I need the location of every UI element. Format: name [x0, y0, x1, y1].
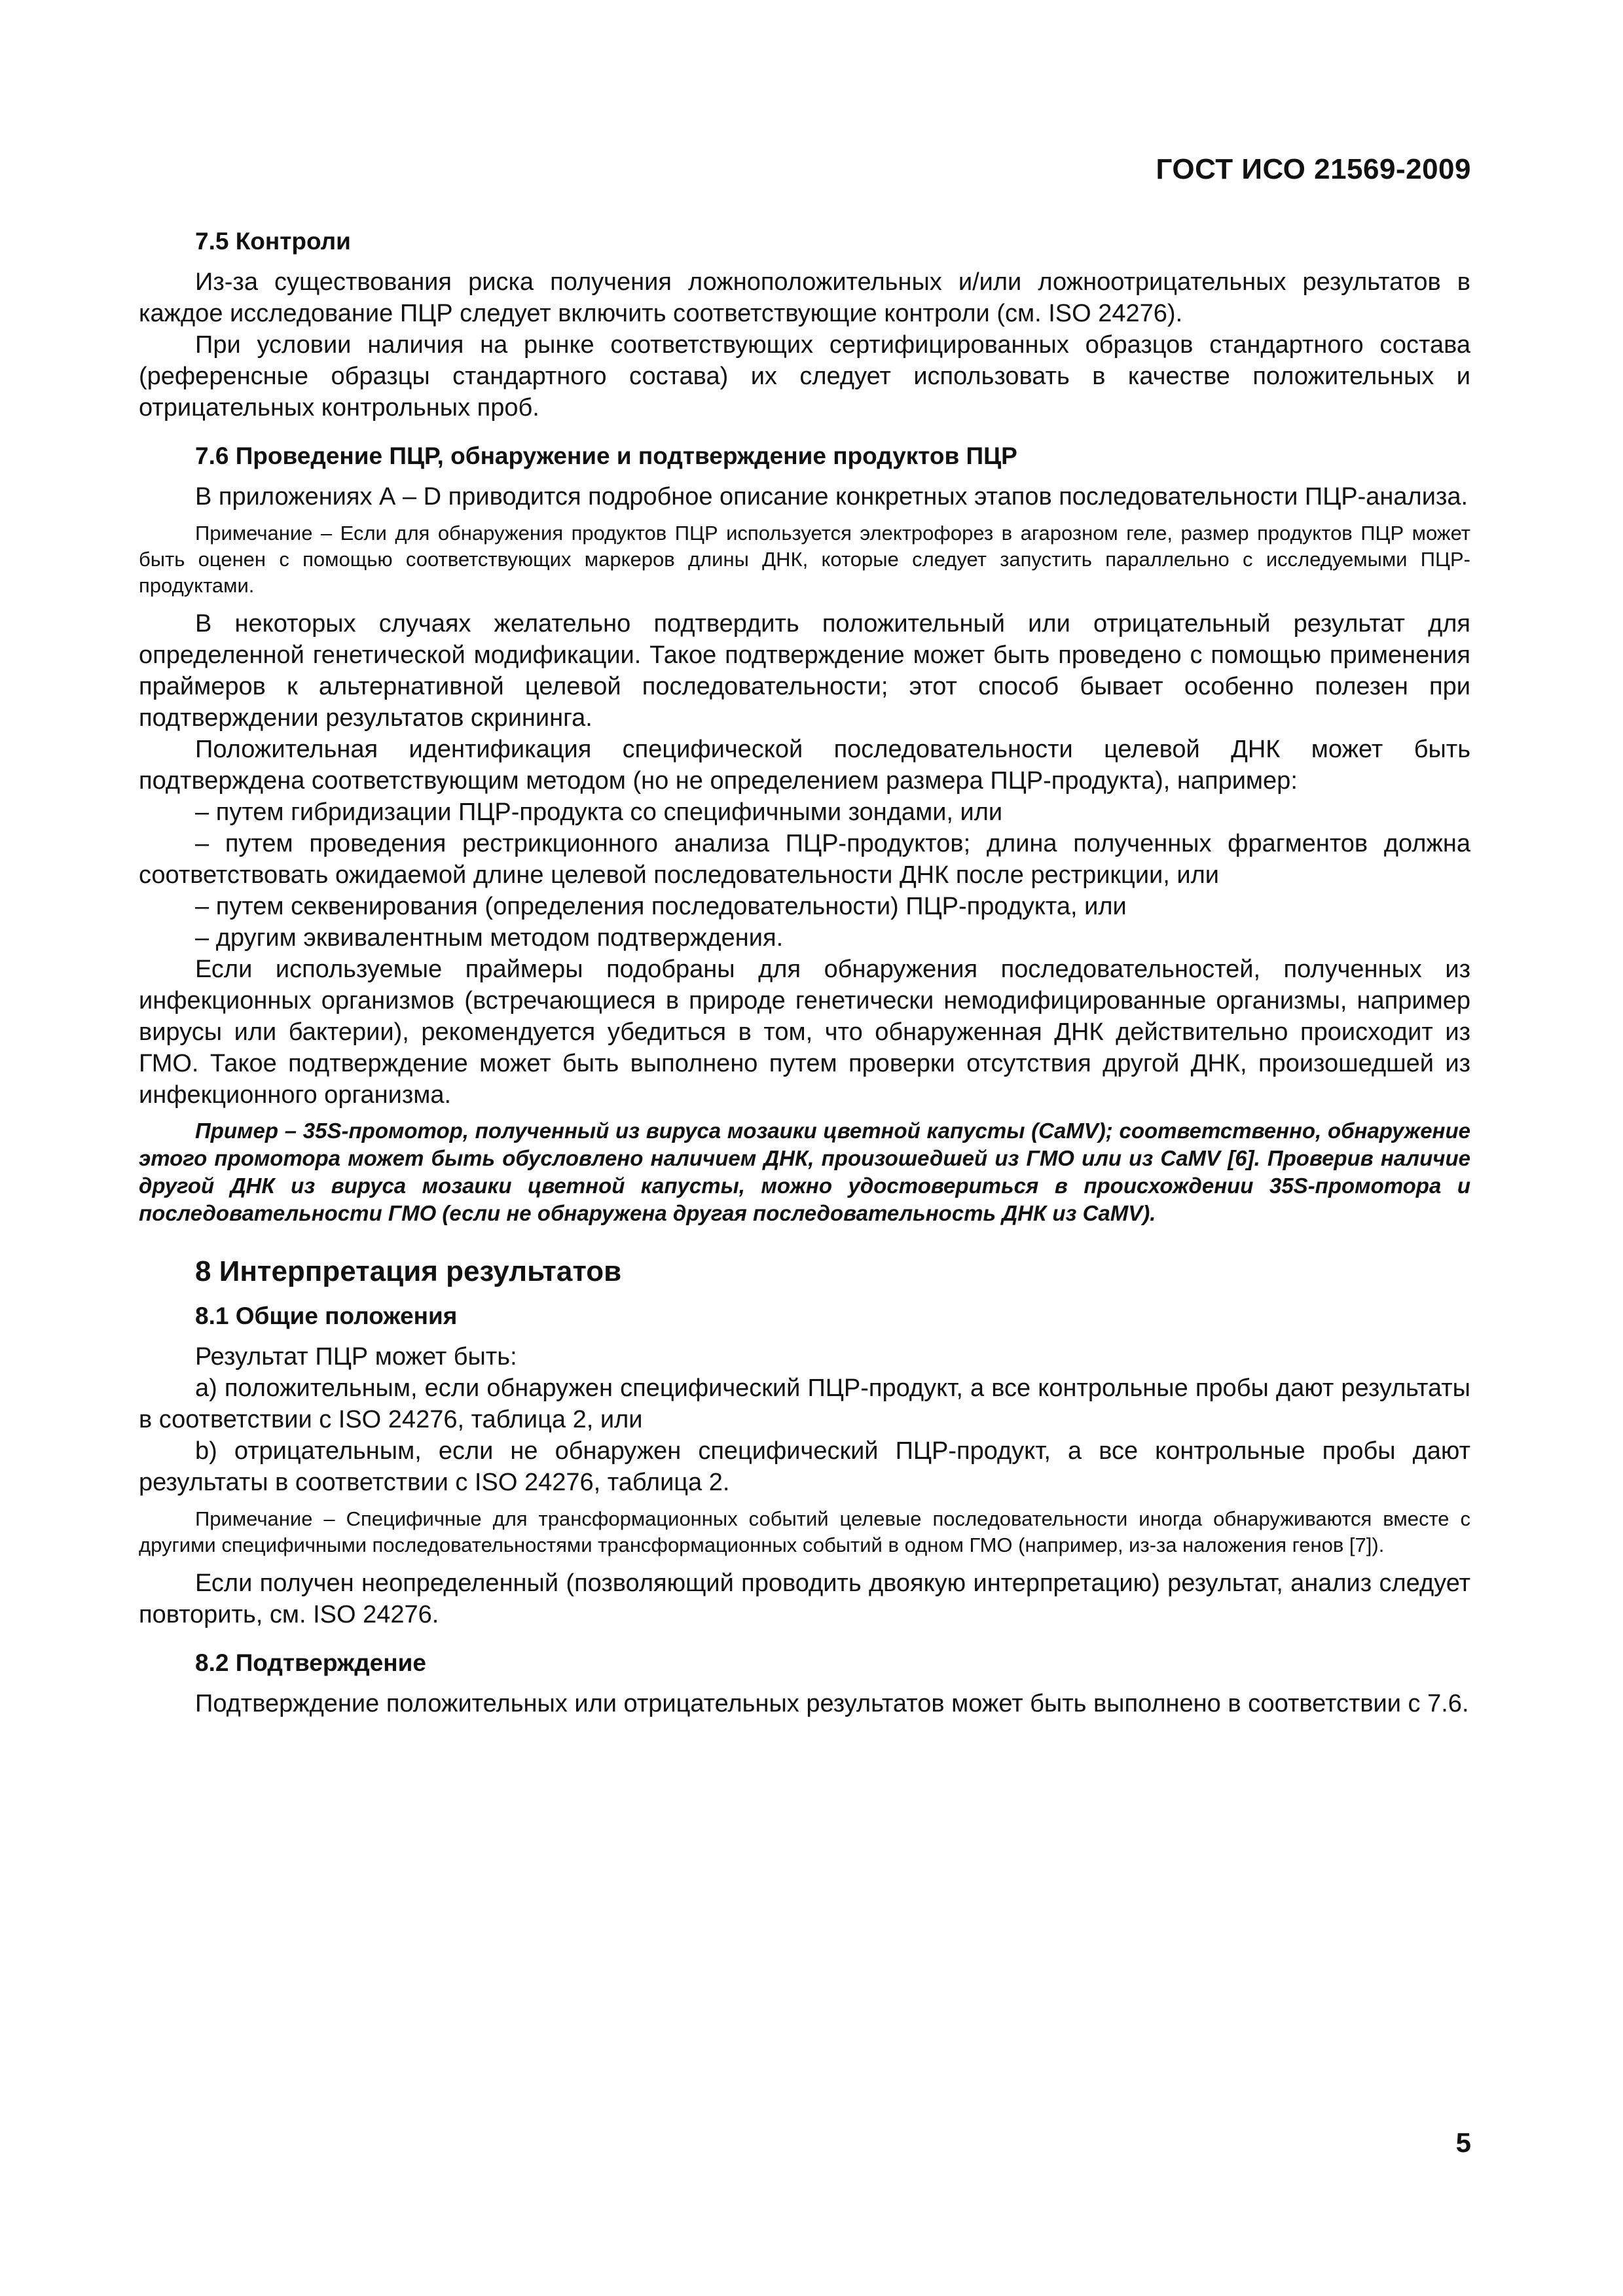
paragraph: Если используемые праймеры подобраны для обнаружения последовательностей, полученных из инфекционных организмов (встречающиеся в природе генетически немодифицированные организмы, например вирусы или бактерии), рекомендуется убедиться в том, что обнаруженная ДНК действительно происходит из ГМО. Такое подтверждение может быть выполнено путем проверки отсутствия другой ДНК, произошедшей из инфекционного организма.: [139, 956, 1470, 1109]
list-item: а) положительным, если обнаружен специфический ПЦР-продукт, а все контрольные пробы дают результаты в соответствии с ISO 24276, таблица 2, или: [139, 1374, 1470, 1433]
paragraph: Результат ПЦР может быть:: [195, 1343, 517, 1371]
section-8-title: 8 Интерпретация результатов: [195, 1255, 622, 1287]
paragraph: При условии наличия на рынке соответствующих сертифицированных образцов стандартного состава (референсные образцы стандартного состава) их следует использовать в качестве положительных и отрицательных контрольных проб.: [139, 331, 1470, 422]
note: Примечание – Специфичные для трансформационных событий целевые последовательности иногда обнаруживаются вместе с другими специфичными последовательностями трансформационных событий в одном ГМО (например, из-за наложения генов [7]).: [139, 1507, 1470, 1556]
section-7-6-title: 7.6 Проведение ПЦР, обнаружение и подтверждение продуктов ПЦР: [195, 442, 1017, 469]
paragraph: В некоторых случаях желательно подтвердить положительный или отрицательный результат для определенной генетической модификации. Такое подтверждение может быть проведено с помощью применения праймеров к альтернативной целевой последовательности; этот способ бывает особенно полезен при подтверждении результатов скрининга.: [139, 610, 1470, 732]
page-content: [139, 226, 1470, 1719]
note: Примечание – Если для обнаружения продуктов ПЦР используется электрофорез в агарозном геле, размер продуктов ПЦР может быть оценен с помощью соответствующих маркеров длины ДНК, которые следует запустить параллельно с исследуемыми ПЦР-продуктами.: [139, 522, 1470, 597]
example: Пример – 35S-промотор, полученный из вируса мозаики цветной капусты (CaMV); соответственно, обнаружение этого промотора может быть обусловлено наличием ДНК, произошедшей из ГМО или из CaMV [6]. Проверив наличие другой ДНК из вируса мозаики цветной капусты, можно удостовериться в происхождении 35S-промотора и последовательности ГМО (если не обнаружена другая последовательность ДНК из CaMV).: [139, 1119, 1470, 1225]
list-item: – путем секвенирования (определения последовательности) ПЦР-продукта, или: [195, 893, 1127, 920]
list-item: – другим эквивалентным методом подтверждения.: [195, 924, 784, 952]
section-8-1-title: 8.1 Общие положения: [195, 1302, 458, 1329]
section-8-2-title: 8.2 Подтверждение: [195, 1649, 426, 1676]
paragraph: Если получен неопределенный (позволяющий проводить двоякую интерпретацию) результат, анализ следует повторить, см. ISO 24276.: [139, 1570, 1470, 1628]
list-item: – путем гибридизации ПЦР-продукта со специфичными зондами, или: [195, 798, 1003, 826]
section-7-5-title: 7.5 Контроли: [195, 228, 351, 255]
paragraph: В приложениях А – D приводится подробное описание конкретных этапов последовательности ПЦР-анализа.: [195, 483, 1468, 511]
paragraph: Подтверждение положительных или отрицательных результатов может быть выполнено в соответствии с 7.6.: [195, 1690, 1469, 1717]
list-item: – путем проведения рестрикционного анализа ПЦР-продуктов; длина полученных фрагментов должна соответствовать ожидаемой длине целевой последовательности ДНК после рестрикции, или: [139, 830, 1470, 889]
page-number: 5: [1455, 2127, 1471, 2158]
document-code: ГОСТ ИСО 21569-2009: [1156, 153, 1471, 185]
list-item: b) отрицательным, если не обнаружен специфический ПЦР-продукт, а все контрольные пробы дают результаты в соответствии с ISO 24276, таблица 2.: [139, 1437, 1470, 1496]
paragraph: Из-за существования риска получения ложноположительных и/или ложноотрицательных результатов в каждое исследование ПЦР следует включить соответствующие контроли (см. ISO 24276).: [139, 268, 1470, 327]
paragraph: Положительная идентификация специфической последовательности целевой ДНК может быть подтверждена соответствующим методом (но не определением размера ПЦР-продукта), например:: [139, 736, 1470, 795]
